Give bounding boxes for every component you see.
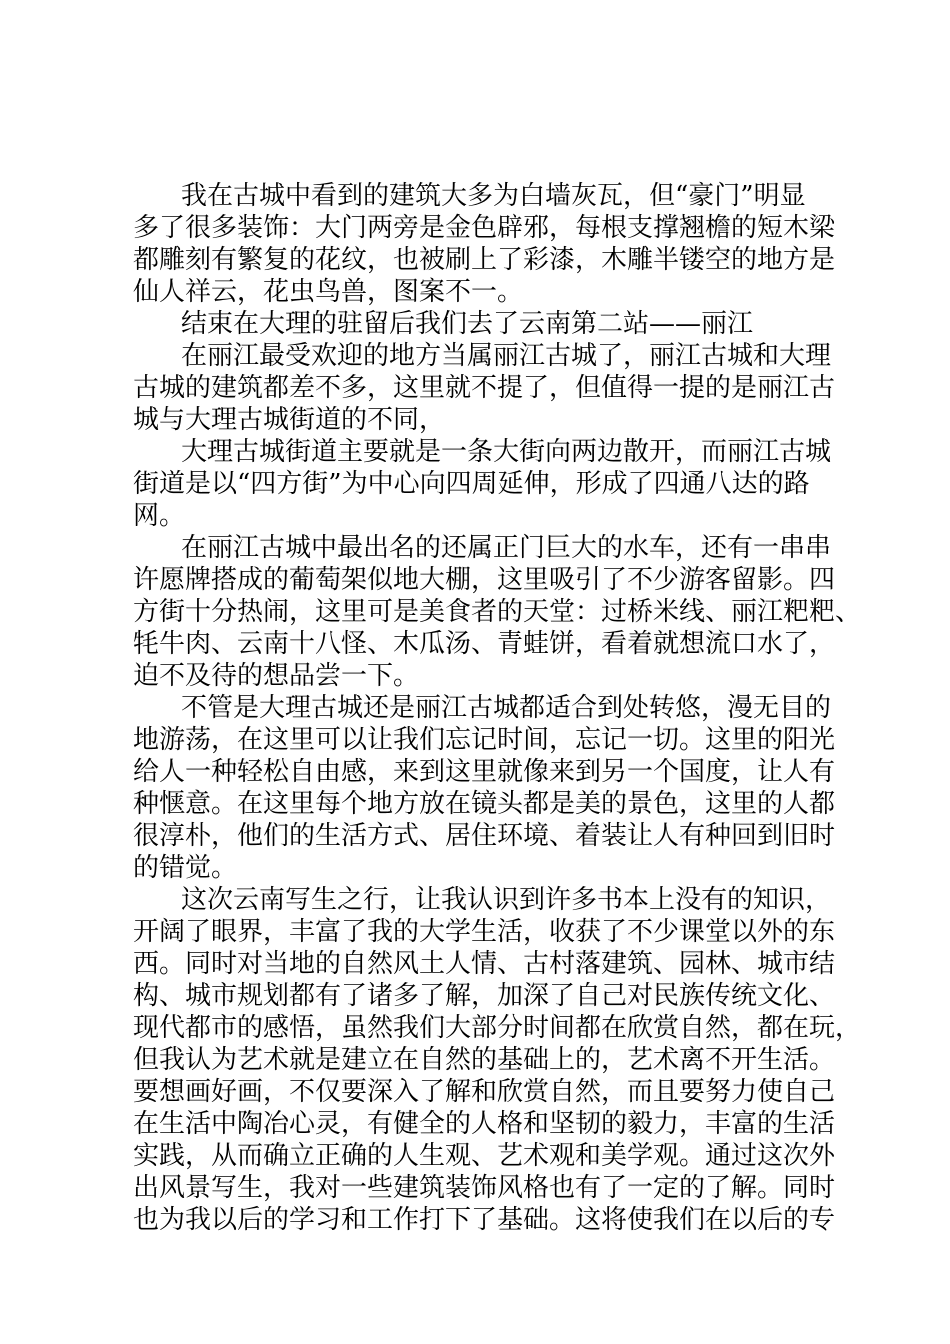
text-line: 仙人祥云，花虫鸟兽，图案不一。 <box>133 277 524 307</box>
text-line: 构、城市规划都有了诸多了解，加深了自己对民族传统文化、 <box>133 981 836 1011</box>
text-line: 古城的建筑都差不多，这里就不提了，但值得一提的是丽江古 <box>133 373 836 403</box>
text-line: 也为我以后的学习和工作打下了基础。这将使我们在以后的专 <box>133 1205 836 1235</box>
text-line: 现代都市的感悟，虽然我们大部分时间都在欣赏自然，都在玩， <box>133 1013 862 1043</box>
text-line: 多了很多装饰：大门两旁是金色辟邪，每根支撑翘檐的短木梁 <box>133 213 836 243</box>
text-line: 出风景写生，我对一些建筑装饰风格也有了一定的了解。同时 <box>133 1173 836 1203</box>
text-line: 这次云南写生之行，让我认识到许多书本上没有的知识， <box>181 885 832 915</box>
text-line: 都雕刻有繁复的花纹，也被刷上了彩漆，木雕半镂空的地方是 <box>133 245 836 275</box>
text-line: 许愿牌搭成的葡萄架似地大棚，这里吸引了不少游客留影。四 <box>133 565 836 595</box>
text-line: 在丽江最受欢迎的地方当属丽江古城了，丽江古城和大理 <box>181 341 832 371</box>
text-line: 我在古城中看到的建筑大多为白墙灰瓦，但“豪门”明显 <box>181 181 806 211</box>
text-line: 要想画好画，不仅要深入了解和欣赏自然，而且要努力使自己 <box>133 1077 836 1107</box>
text-line: 结束在大理的驻留后我们去了云南第二站——丽江 <box>181 309 754 339</box>
text-line: 的错觉。 <box>133 853 238 883</box>
text-line: 城与大理古城街道的不同， <box>133 405 446 435</box>
text-line: 街道是以“四方街”为中心向四周延伸，形成了四通八达的路 <box>133 469 810 499</box>
text-line: 方街十分热闹，这里可是美食者的天堂：过桥米线、丽江粑粑、 <box>133 597 862 627</box>
text-line: 在生活中陶冶心灵，有健全的人格和坚韧的毅力，丰富的生活 <box>133 1109 836 1139</box>
text-line: 实践，从而确立正确的人生观、艺术观和美学观。通过这次外 <box>133 1141 836 1171</box>
text-line: 开阔了眼界，丰富了我的大学生活，收获了不少课堂以外的东 <box>133 917 836 947</box>
text-line: 在丽江古城中最出名的还属正门巨大的水车，还有一串串 <box>181 533 832 563</box>
text-line: 很淳朴，他们的生活方式、居住环境、着装让人有种回到旧时 <box>133 821 836 851</box>
text-line: 但我认为艺术就是建立在自然的基础上的，艺术离不开生活。 <box>133 1045 836 1075</box>
text-line: 大理古城街道主要就是一条大街向两边散开，而丽江古城 <box>181 437 832 467</box>
text-line: 给人一种轻松自由感，来到这里就像来到另一个国度，让人有 <box>133 757 836 787</box>
text-line: 不管是大理古城还是丽江古城都适合到处转悠，漫无目的 <box>181 693 832 723</box>
text-line: 西。同时对当地的自然风土人情、古村落建筑、园林、城市结 <box>133 949 836 979</box>
text-line: 迫不及待的想品尝一下。 <box>133 661 420 691</box>
text-line: 网。 <box>133 501 186 531</box>
text-line: 牦牛肉、云南十八怪、木瓜汤、青蛙饼，看着就想流口水了， <box>133 629 836 659</box>
text-line: 地游荡，在这里可以让我们忘记时间，忘记一切。这里的阳光 <box>133 725 836 755</box>
text-line: 种惬意。在这里每个地方放在镜头都是美的景色，这里的人都 <box>133 789 836 819</box>
